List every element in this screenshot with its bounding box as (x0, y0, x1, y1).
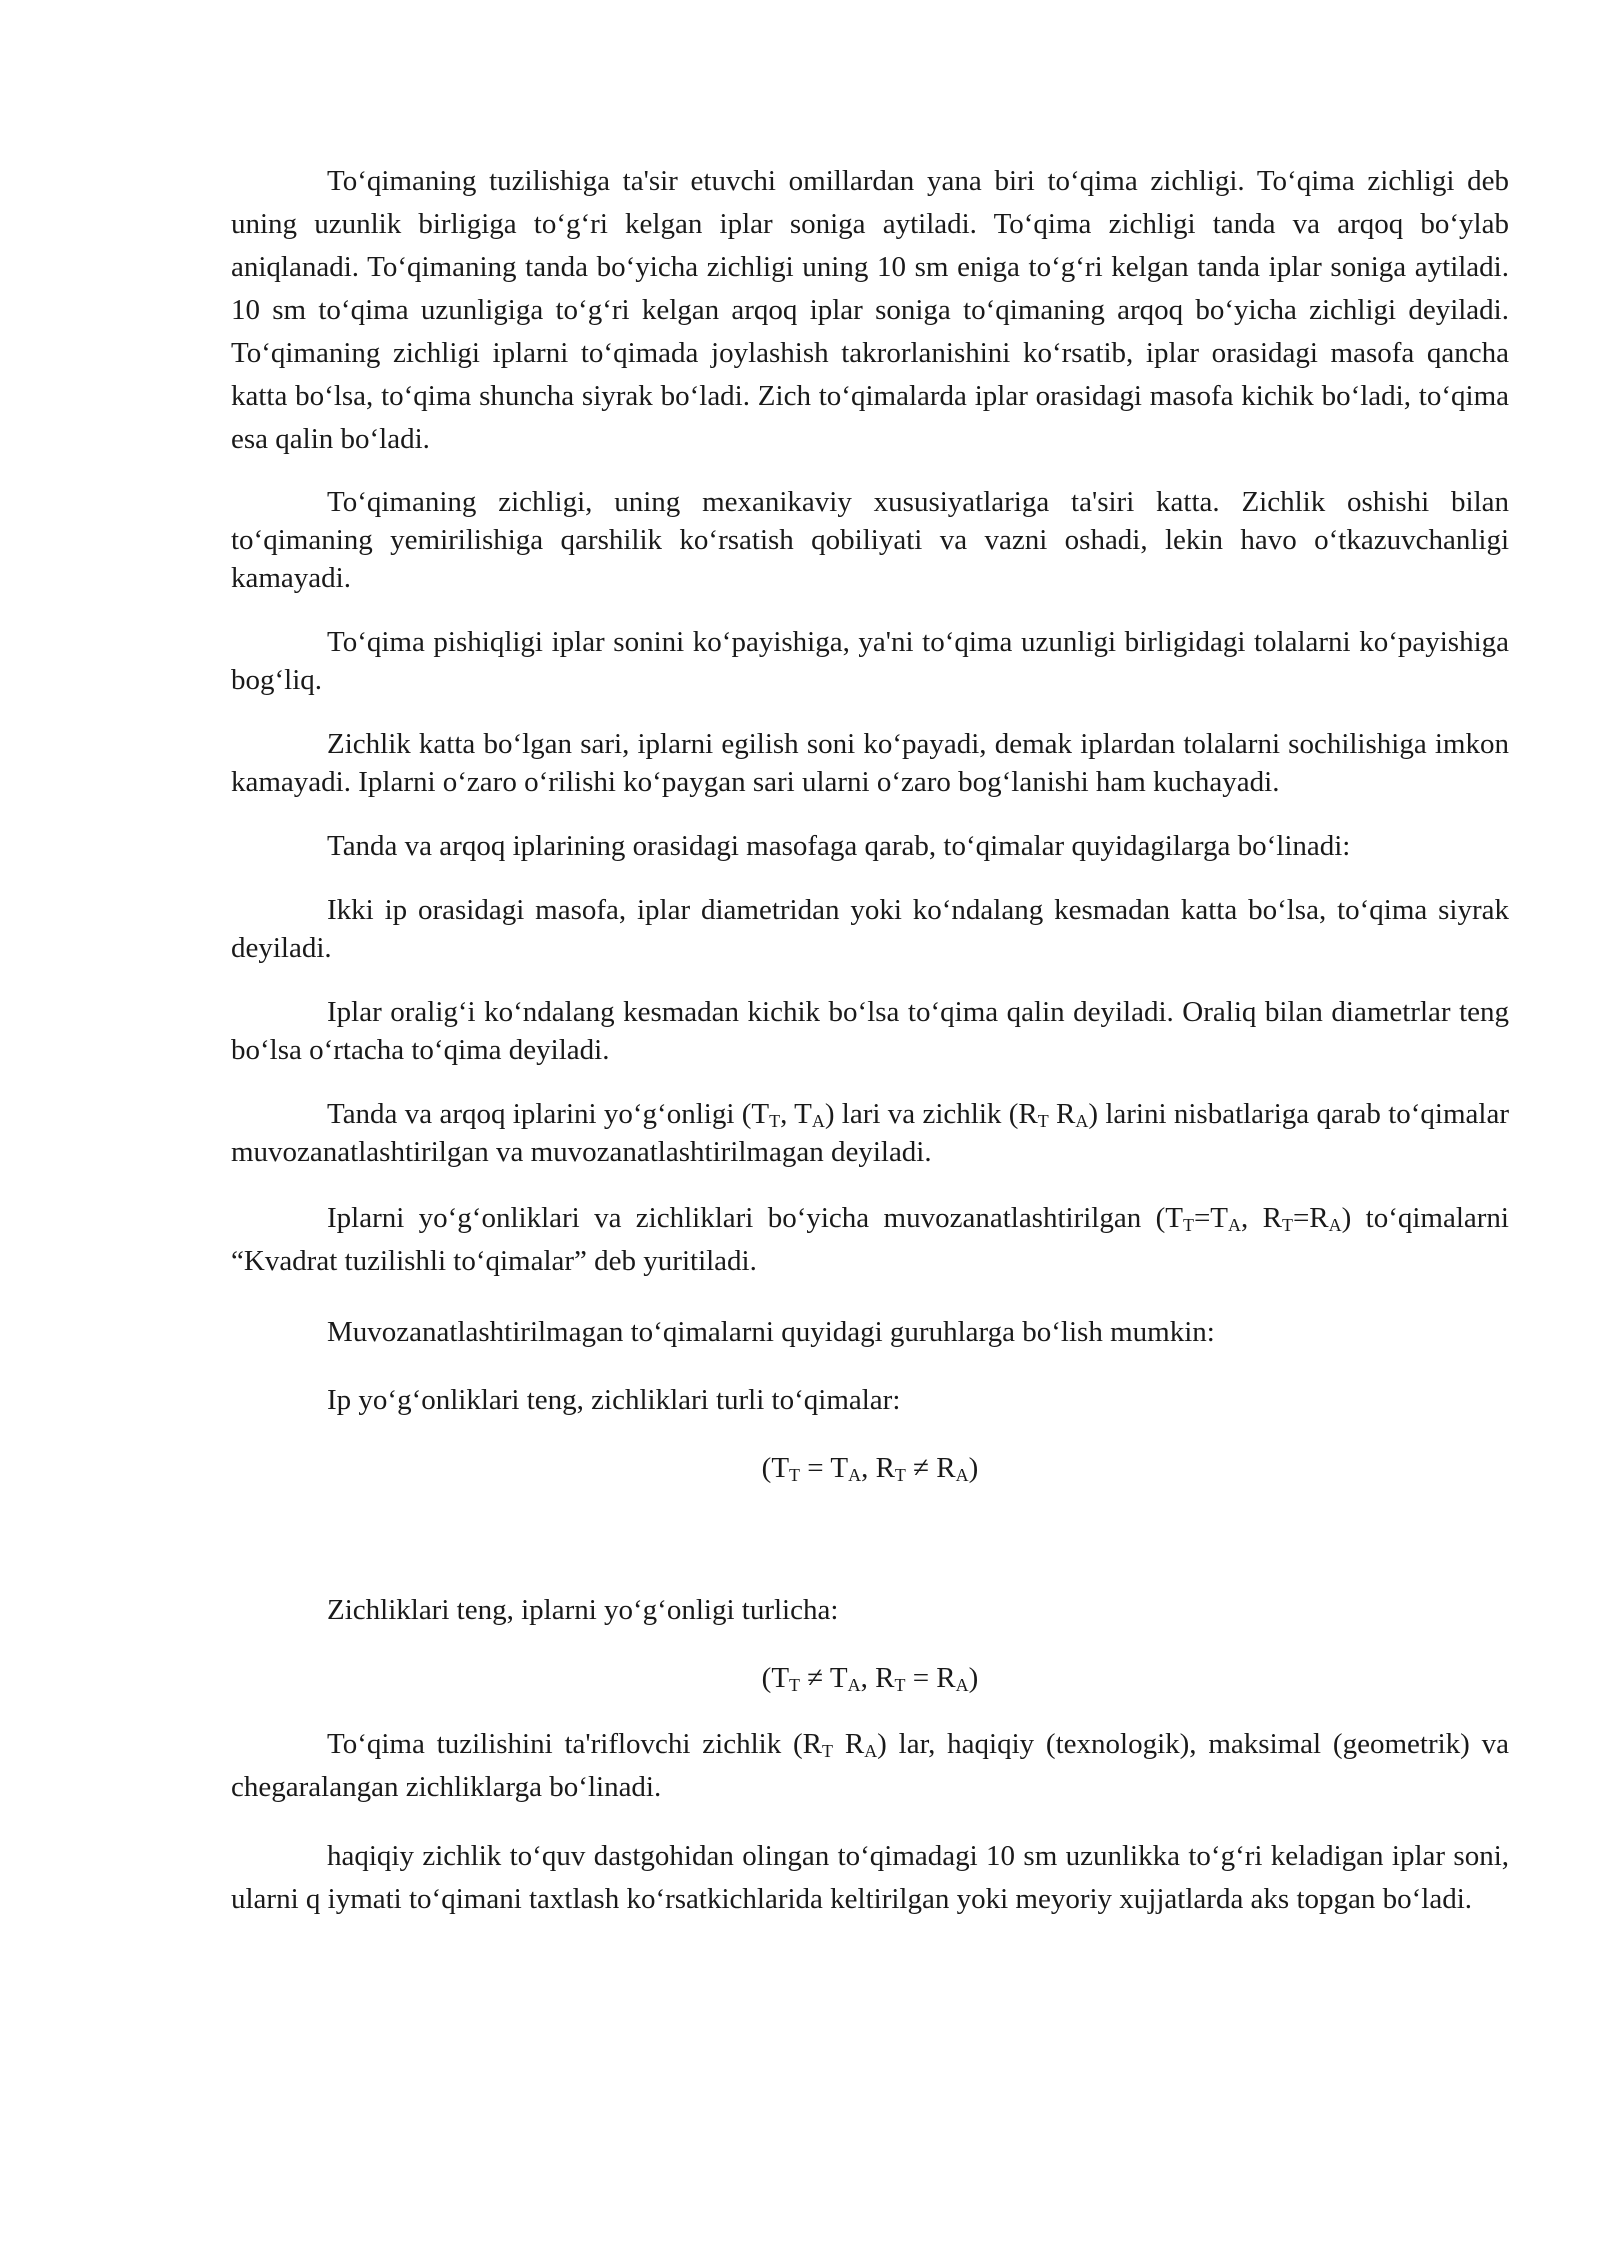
paragraph-unbalanced-groups: Muvozanatlashtirilmagan to‘qimalarni quyidagi guruhlarga bo‘lish mumkin: (327, 1316, 1215, 1348)
subscript-t: T (822, 1740, 834, 1761)
text-run: R (1048, 1098, 1076, 1130)
text-run: R (833, 1728, 865, 1760)
text-run: =T (1193, 1202, 1229, 1234)
paragraph-equal-density: Zichliklari teng, iplarni yo‘g‘onligi turlicha: (327, 1594, 839, 1626)
formula-text: = T (800, 1452, 849, 1484)
formula-text: , R (860, 1662, 895, 1694)
paragraph-balanced-unbalanced (231, 1095, 1509, 1171)
text-run: , R (1241, 1202, 1282, 1234)
text-run: Tanda va arqoq iplarini yo‘g‘onligi (T (327, 1098, 770, 1130)
subscript-a: A (1328, 1214, 1342, 1235)
formula-equal-thickness (231, 1449, 1509, 1487)
paragraph-classification-intro: Tanda va arqoq iplarining orasidagi masofaga qarab, to‘qimalar quyidagilarga bo‘linadi: (327, 830, 1351, 862)
subscript-t: T (894, 1674, 906, 1695)
text-run: ) lar, haqiqiy (texnologik), maksimal (geometrik) va chegaralangan zichliklarga bo‘linadi. (231, 1728, 1510, 1803)
subscript-t: T (789, 1464, 801, 1485)
subscript-a: A (811, 1110, 825, 1131)
subscript-a: A (955, 1674, 969, 1695)
subscript-a: A (1228, 1214, 1241, 1235)
text-run: =R (1292, 1202, 1329, 1234)
subscript-t: T (894, 1464, 906, 1485)
formula-text: , R (861, 1452, 895, 1484)
subscript-t: T (769, 1110, 781, 1131)
paragraph-strength: To‘qima pishiqligi iplar sonini ko‘payishiga, ya'ni to‘qima uzunligi birligidagi tolalarni ko‘payishiga bog‘liq. (231, 626, 1509, 696)
paragraph-bending: Zichlik katta bo‘lgan sari, iplarni egilish soni ko‘payadi, demak iplardan tolalarni sochilishiga imkon kamayadi. Iplarni o‘zaro o‘rilishi ko‘paygan sari ularni o‘zaro bog‘lanishi ham kuchayadi. (231, 728, 1509, 798)
paragraph-sparse-fabric: Ikki ip orasidagi masofa, iplar diametridan yoki ko‘ndalang kesmadan katta bo‘lsa, to‘qima siyrak deyiladi. (231, 894, 1509, 964)
subscript-a: A (955, 1464, 969, 1485)
subscript-a: A (864, 1740, 878, 1761)
paragraph-actual-density: haqiqiy zichlik to‘quv dastgohidan olingan to‘qimadagi 10 sm uzunlikka to‘g‘ri keladigan iplar soni, ularni q iymati to‘qimani taxtlash ko‘rsatkichlarida keltirilgan yoki meyoriy xujjatlarda aks topgan bo‘ladi. (231, 1840, 1509, 1915)
subscript-a: A (848, 1464, 862, 1485)
subscript-t: T (1182, 1214, 1194, 1235)
text-run: Iplarni yo‘g‘onliklari va zichliklari bo‘yicha muvozanatlashtirilgan (T (327, 1202, 1183, 1234)
text-run: ) larini nisbatlariga qarab to‘qimalar muvozanatlashtirilgan va muvozanatlashtirilmagan deyiladi. (231, 1098, 1509, 1168)
document-page (231, 160, 1509, 1921)
paragraph-mechanical-properties: To‘qimaning zichligi, uning mexanikaviy xususiyatlariga ta'siri katta. Zichlik oshishi bilan to‘qimaning yemirilishiga qarshilik ko‘rsatish qobiliyati va vazni oshadi, lekin havo o‘tkazuvchanligi kamayadi. (231, 486, 1509, 594)
paragraph-dense-fabric: Iplar oralig‘i ko‘ndalang kesmadan kichik bo‘lsa to‘qima qalin deyiladi. Oraliq bilan diametrlar teng bo‘lsa o‘rtacha to‘qima deyiladi. (231, 996, 1509, 1066)
formula-equal-density (231, 1659, 1509, 1697)
paragraph-density-types (231, 1723, 1509, 1809)
formula-text: ) (968, 1662, 979, 1694)
paragraph-density-definition: To‘qimaning tuzilishiga ta'sir etuvchi omillardan yana biri to‘qima zichligi. To‘qima zichligi deb uning uzunlik birligiga to‘g‘ri kelgan iplar soniga aytiladi. To‘qima zichligi tanda va arqoq bo‘ylab aniqlanadi. To‘qimaning tanda bo‘yicha zichligi uning 10 sm eniga to‘g‘ri kelgan tanda iplar soniga aytiladi. 10 sm to‘qima uzunligiga to‘g‘ri kelgan arqoq iplar soniga to‘qimaning arqoq bo‘yicha zichligi deyiladi. To‘qimaning zichligi iplarni to‘qimada joylashish takrorlanishini ko‘rsatib, iplar orasidagi masofa qancha katta bo‘lsa, to‘qima shuncha siyrak bo‘ladi. Zich to‘qimalarda iplar orasidagi masofa kichik bo‘ladi, to‘qima esa qalin bo‘ladi. (231, 165, 1509, 455)
text-run: To‘qima tuzilishini ta'riflovchi zichlik (R (327, 1728, 823, 1760)
formula-text: ) (968, 1452, 979, 1484)
formula-text: ≠ R (905, 1452, 956, 1484)
subscript-t: T (1037, 1110, 1049, 1131)
subscript-a: A (847, 1674, 861, 1695)
text-run: ) to‘qimalarni “Kvadrat tuzilishli to‘qimalar” deb yuritiladi. (231, 1202, 1509, 1277)
text-run: , T (780, 1098, 812, 1130)
formula-text: = R (905, 1662, 956, 1694)
formula-text: ≠ T (800, 1662, 848, 1694)
text-run: ) lari va zichlik (R (824, 1098, 1038, 1130)
subscript-t: T (1281, 1214, 1293, 1235)
paragraph-equal-thickness: Ip yo‘g‘onliklari teng, zichliklari turli to‘qimalar: (327, 1384, 901, 1416)
subscript-t: T (789, 1674, 801, 1695)
formula-text: (T (761, 1452, 790, 1484)
formula-text: (T (761, 1662, 790, 1694)
paragraph-square-structure (231, 1197, 1509, 1283)
subscript-a: A (1075, 1110, 1089, 1131)
